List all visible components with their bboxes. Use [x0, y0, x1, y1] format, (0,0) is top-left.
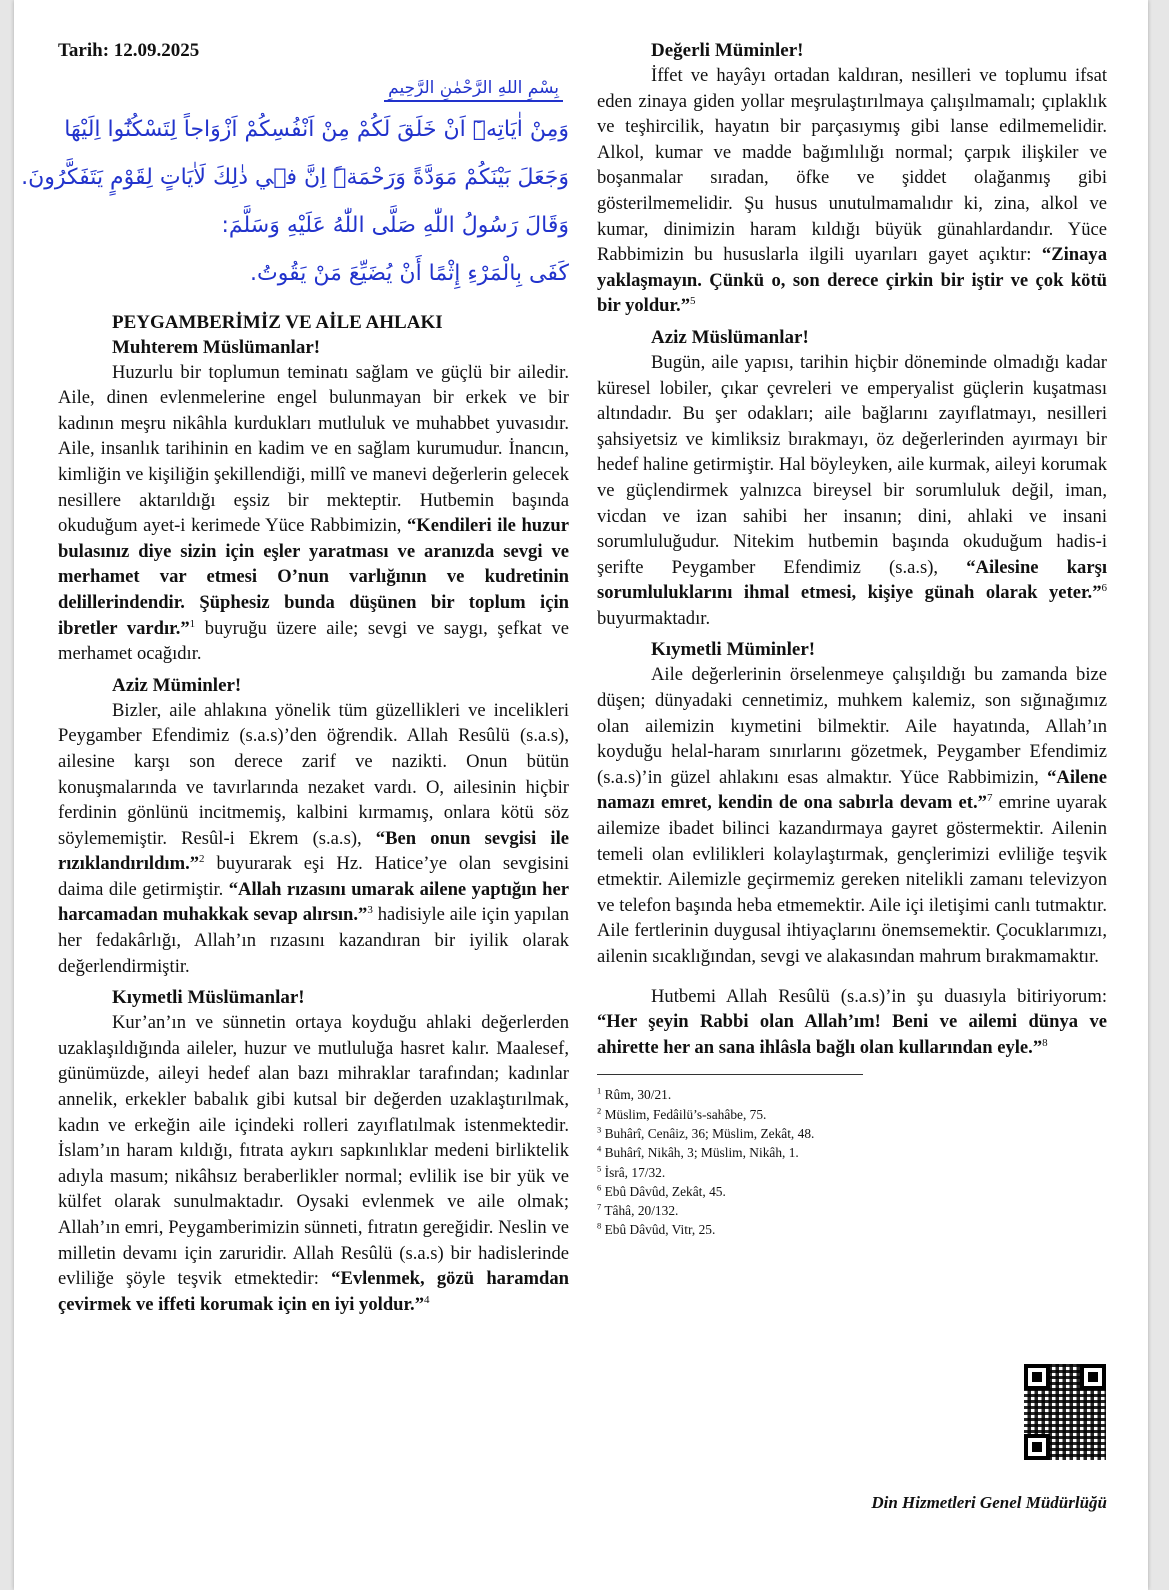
footnote: $^7$ Tâhâ, 20/132.	[597, 1201, 679, 1219]
section-heading: Kıymetli Müslümanlar!	[112, 987, 305, 1009]
closing-paragraph: Hutbemi Allah Resûlü (s.a.s)’in şu duasıyla bitiriyorum: “Her şeyin Rabbi olan Allah’ım! Beni ve ailemi dünya ve ahirette her an sana ihlâsla bağlı olan kullarından eyle.”$^8$	[597, 985, 1107, 1058]
arabic-hadith-text: كَفَى بِالْمَرْءِ إِثْمًا أَنْ يُضَيِّعَ مَنْ يَقُوتُ.	[250, 260, 569, 286]
footnote-ref: 6	[1101, 582, 1107, 595]
footnote: $^5$ İsrâ, 17/32.	[597, 1163, 666, 1180]
paragraph: Aile değerlerinin örselenmeye çalışıldığı bu zamanda bize düşen; dünyadaki cennetimiz, muhkem kalemiz, son sığınağımız olan ailemizin kıymetini bilmektir. Aile hayatında, Allah’ın koyduğu helal-haram sınırlarını gözetmek, Peygamber Efendimiz (s.a.s)’in güzel ahlakını esas almaktır. Yüce Rabbimizin, “Ailene namazı emret, kendin de ona sabırla devam et.”$^7$ emrine uyarak ailemize ibadet bilinci kazandırmaya gayret göstermektir. Ailenin temeli olan evlilikleri kolaylaştırmak, gençlerimizi evliliğe teşvik etmektir. Ailemizle geçirmemiz gereken nitelikli zamanı televizyon ve telefon başında heba etmemektir. Aile içi iletişimi canlı tutmaktır. Aile fertlerinin duygusal ihtiyaçlarını önemsemektir. Çocuklarımızı, ailenin sıcaklığından, sevgi ve alakasından mahrum bırakmamaktır.	[597, 664, 1107, 967]
section-heading: Kıymetli Müminler!	[651, 639, 816, 661]
footnote: $^4$ Buhârî, Nikâh, 3; Müslim, Nikâh, 1.	[597, 1143, 799, 1161]
left-column	[21, 38, 570, 1317]
qr-code[interactable]	[1024, 1364, 1106, 1460]
quote: “Zinaya yaklaşmayın. Çünkü o, son derece çirkin bir iştir ve çok kötü bir yoldur.”	[597, 244, 1107, 317]
footnote: $^2$ Müslim, Fedâilü’s-sahâbe, 75.	[597, 1105, 767, 1122]
quote: “Evlenmek, gözü haramdan çevirmek ve iffeti korumak için en iyi yoldur.”	[58, 1268, 569, 1315]
sermon-title: PEYGAMBERİMİZ VE AİLE AHLAKI	[112, 311, 443, 333]
section-heading: Değerli Müminler!	[651, 40, 804, 61]
footnote: $^6$ Ebû Dâvûd, Zekât, 45.	[597, 1182, 726, 1199]
section-heading: Aziz Müslümanlar!	[651, 326, 809, 348]
footnote-ref: 1	[189, 617, 196, 630]
sermon-page	[14, 0, 1148, 1590]
section-heading: Aziz Müminler!	[112, 674, 242, 696]
footnote-ref: 2	[199, 853, 205, 866]
quote: “Kendileri ile huzur bulasınız diye sizin için eşler yaratması ve aranızda sevgi ve merhamet var etmesi O’nun varlığının ve kudretinin delillerindendir. Şüphesiz bunda düşünen bir toplum için ibretler vardır.”	[58, 515, 569, 639]
right-column	[597, 38, 1107, 1512]
paragraph: İffet ve hayâyı ortadan kaldıran, nesilleri ve toplumu ifsat eden zinaya giden yollar meşrulaştırılmaya çalışılmamalı; çıplaklık ve teşhircilik, hayatın bir parçasıymış gibi lanse edilmemelidir. Alkol, kumar ve madde bağımlılığı normal; çarpık ilişkiler ve boşanmalar sıradan, öfke ve şiddet olağanmış gibi gösterilmemelidir. Şu husus unutulmamalıdır ki, zina, alkol ve kumar, dinimizin haram kıldığı büyük günahlardandır. Yüce Rabbimizin bu hususlarla ilgili uyarıları gayet açıktır: “Zinaya yaklaşmayın. Çünkü o, son derece çirkin bir iştir ve çok kötü bir yoldur.”$^5$	[597, 65, 1107, 317]
issuer-signature: Din Hizmetleri Genel Müdürlüğü	[871, 1493, 1107, 1512]
footnote-ref: 3	[367, 904, 373, 917]
arabic-block	[21, 70, 569, 298]
qr-finder-marker	[1080, 1364, 1106, 1390]
paragraph: Bugün, aile yapısı, tarihin hiçbir döneminde olmadığı kadar küresel lobiler, çıkar çevreleri ve emperyalist güçlerin kuşatması altındadır. Bu şer odakları; aile bağlarını zayıflatmayı, nesilleri şahsiyetsiz ve kimliksiz bırakmayı, öz değerlerinden ayırmayı bir hedef haline getirmiştir. Hal böyleyken, aile kurmak, aileyi korumak ve güçlendirmek yalnızca bireysel bir sorumluluk değil, iman, vicdan ve izan sahibi her insanın; dini, ahlaki ve insani sorumluluğudur. Nitekim hutbemin başında okuduğum hadis-i şerifte Peygamber Efendimiz (s.a.s), “Ailesine karşı sorumluluklarını ihmal etmesi, kişiye günah olarak yeter.”$^6$ buyurmaktadır.	[597, 351, 1107, 629]
footnote-ref: 5	[690, 295, 696, 308]
paragraph: Kur’an’ın ve sünnetin ortaya koyduğu ahlaki değerlerden uzaklaşıldığında aileler, huzur ve mutluluğa hasret kalır. Maalesef, günümüzde, aileyi hedef alan bazı mihraklar tarafından; kadınlar annelik, erkekler babalık gibi kutsal bir değerden uzaklaştırılmak, kadın ve erkeğin aile içindeki rolleri zayıflatılmak istenmektedir. İslam’ın haram kıldığı, fıtrata aykırı sapkınlıklar medeni birliktelik adıyla masum; nikâhsız beraberlikler normal; evlilik ise bir yük ve külfet olarak sunulmaktadır. Oysaki evlenmek ve aile olmak; Allah’ın emri, Peygamberimizin sünneti, fıtratın gereğidir. Neslin ve milletin devamı için zaruridir. Allah Resûlü (s.a.s) bir hadislerinde evliliğe şöyle teşvik etmektedir: “Evlenmek, gözü haramdan çevirmek ve iffeti korumak için en iyi yoldur.”$^4$	[58, 1012, 569, 1315]
qr-finder-marker	[1024, 1434, 1050, 1460]
quote: “Ailesine karşı sorumluluklarını ihmal etmesi, kişiye günah olarak yeter.”	[597, 556, 1107, 604]
footnote: $^8$ Ebû Dâvûd, Vitr, 25.	[597, 1220, 716, 1238]
arabic-verse-line-1: وَمِنْ اٰيَاتِه۪ٓ اَنْ خَلَقَ لَكُمْ مِنْ اَنْفُسِكُمْ اَزْوَاجاً لِتَسْكُنُٓوا اِلَيْهَا	[64, 116, 569, 142]
paragraph: Bizler, aile ahlakına yönelik tüm güzellikleri ve incelikleri Peygamber Efendimiz (s.a.s)’den öğrendik. Allah Resûlü (s.a.s), ailesine karşı son derece zarif ve nazikti. Onun bütün konuşmalarında ve tavırlarında nezaket vardı. O, ailesinin hiçbir ferdinin gönlünü incitmemiş, kalbini kırmamış, onlara kötü söz söylememiştir. Resûl-i Ekrem (s.a.s), “Ben onun sevgisi ile rızıklandırıldım.”$^2$ buyurarak eşi Hz. Hatice’ye olan sevgisini daima dile getirmiştir. “Allah rızasını umarak ailene yaptığın her harcamadan muhakkak sevap alırsın.”$^3$ hadisiyle aile için yapılan her fedakârlığı, Allah’ın rızasını kazandıran bir iyilik olarak değerlendirmiştir.	[58, 699, 570, 977]
closing-prayer-quote: “Her şeyin Rabbi olan Allah’ım! Beni ve ailemi dünya ve ahirette her an sana ihlâsla bağlı olan kullarından eyle.”	[597, 1011, 1107, 1058]
quote: “Ben onun sevgisi ile rızıklandırıldım.”	[58, 827, 569, 875]
paragraph: Huzurlu bir toplumun teminatı sağlam ve güçlü bir ailedir. Aile, dinen evlenmelerine engel bulunmayan bir erkek ve bir kadının meşru nikâhla kurdukları mutluluk ve muhabbet yuvasıdır. Aile, insanlık tarihinin en kadim ve en sağlam kurumudur. İnancın, kimliğin ve kişiliğin şekillendiği, millî ve manevi değerlerin gelecek nesillere aktarıldığı eşsiz bir mekteptir. Hutbemin başında okuduğum ayet-i kerimede Yüce Rabbimizin, “Kendileri ile huzur bulasınız diye sizin için eşler yaratması ve aranızda sevgi ve merhamet var etmesi O’nun varlığının ve kudretinin delillerindendir. Şüphesiz bunda düşünen bir toplum için ibretler vardır.”$^1$ buyruğu üzere aile; sevgi ve saygı, şefkat ve merhamet ocağıdır.	[58, 361, 569, 665]
footnote-ref: 4	[424, 1293, 430, 1306]
section-heading: Muhterem Müslümanlar!	[112, 336, 321, 358]
footnote: $^1$ Rûm, 30/21.	[597, 1085, 672, 1103]
qr-finder-marker	[1024, 1364, 1050, 1390]
besmele-text: بِسْمِ اللهِ الرَّحْمٰنِ الرَّحِيمِ	[384, 78, 563, 102]
arabic-hadith-intro: وَقَالَ رَسُولُ اللّٰهِ صَلَّى اللّٰهُ عَلَيْهِ وَسَلَّمَ:	[221, 212, 569, 238]
besmele-calligraphy	[58, 70, 569, 106]
footnotes	[597, 1085, 1107, 1239]
quote: “Allah rızasını umarak ailene yaptığın her harcamadan muhakkak sevap alırsın.”	[58, 878, 570, 926]
quote: “Ailene namazı emret, kendin de ona sabırla devam et.”	[597, 766, 1107, 814]
arabic-verse-line-2: وَجَعَلَ بَيْنَكُمْ مَوَدَّةً وَرَحْمَةًۜ اِنَّ ف۪ي ذٰلِكَ لَاٰيَاتٍ لِقَوْمٍ يَتَفَكَّرُونَ.	[21, 164, 569, 190]
footnote: $^3$ Buhârî, Cenâiz, 36; Müslim, Zekât, 48.	[597, 1124, 815, 1141]
date-line: Tarih: 12.09.2025	[58, 40, 200, 61]
footnote-ref: 8	[1042, 1036, 1048, 1049]
footnote-divider	[597, 1074, 863, 1075]
footnote-ref: 7	[986, 792, 993, 805]
